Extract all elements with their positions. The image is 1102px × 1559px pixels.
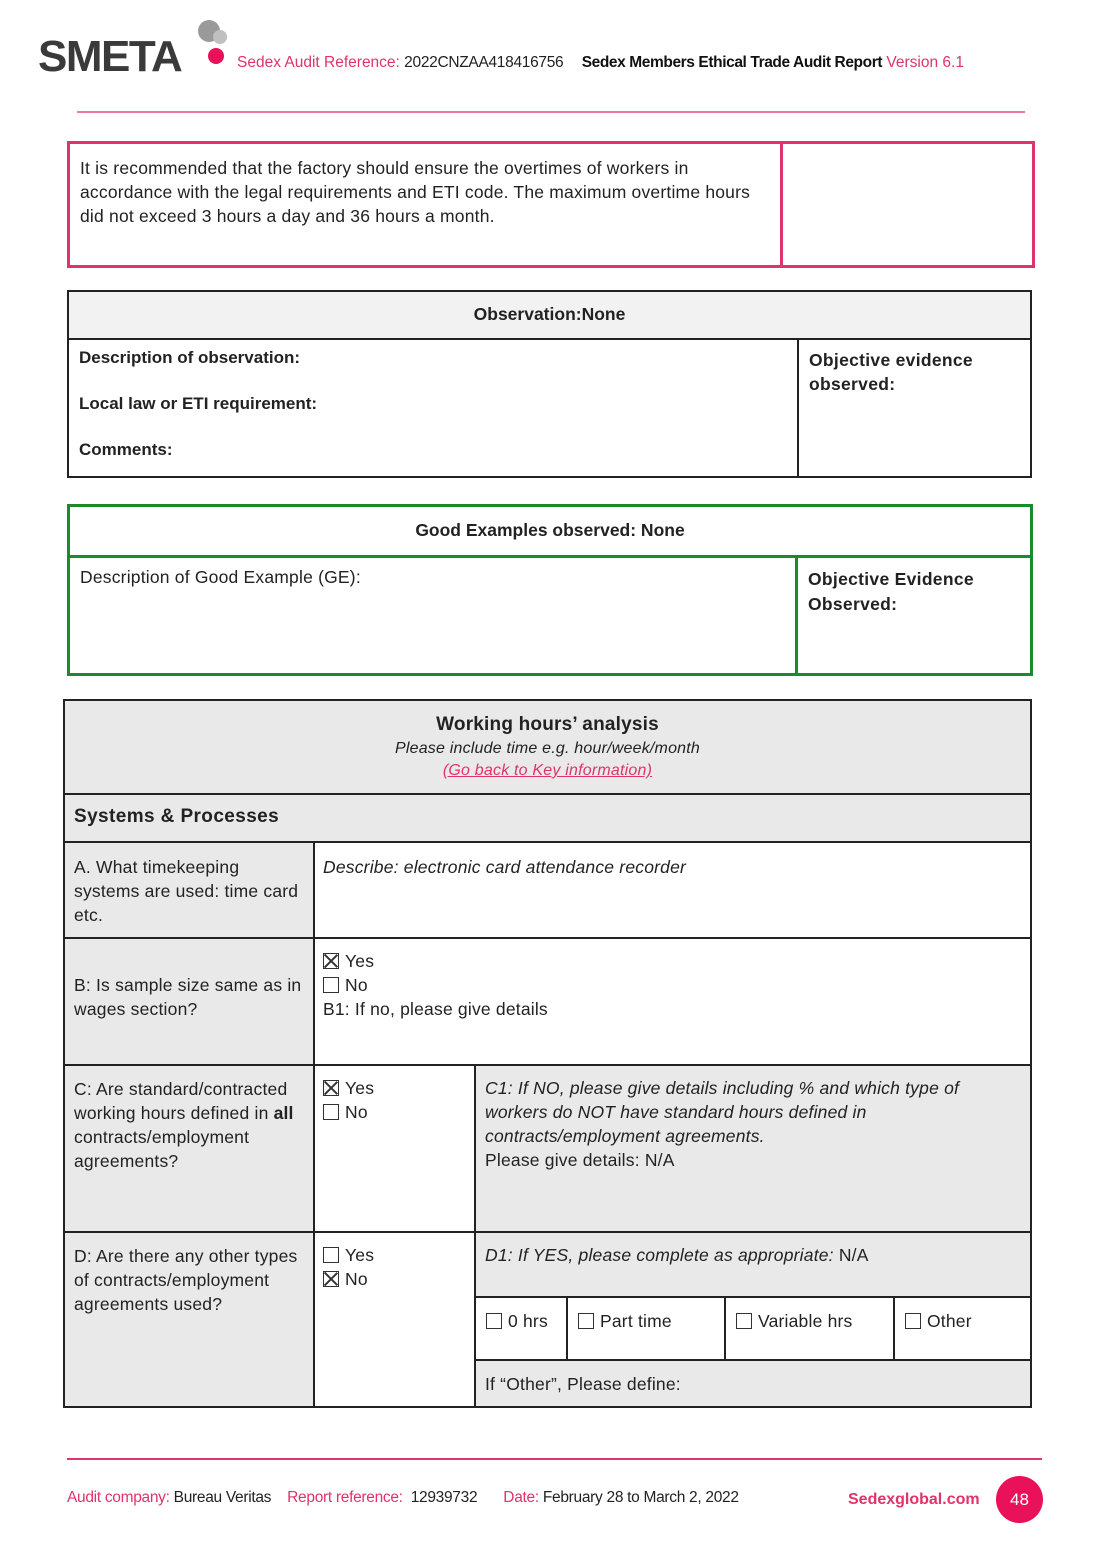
header-divider (77, 111, 1025, 113)
date-value: February 28 to March 2, 2022 (542, 1489, 739, 1506)
row-c-no-label: No (345, 1102, 368, 1122)
report-version: Version 6.1 (886, 54, 964, 71)
good-example-evidence-label: Objective Evidence Observed: (808, 569, 974, 614)
report-reference-label: Report reference: (287, 1489, 403, 1506)
report-reference-value: 12939732 (410, 1489, 478, 1506)
row-a-answer: Describe: electronic card attendance recorder (313, 841, 1030, 937)
good-example-description-label: Description of Good Example (GE): (70, 555, 798, 673)
option-0-hrs[interactable] (474, 1296, 566, 1359)
checkbox-icon[interactable] (736, 1313, 752, 1329)
row-c-no-option[interactable] (323, 1100, 466, 1124)
description-of-observation-label: Description of observation: (79, 348, 301, 367)
option-other-label: Other (927, 1311, 972, 1331)
audit-company-value: Bureau Veritas (173, 1489, 272, 1506)
logo-dot-pink (208, 48, 224, 64)
observation-details (69, 338, 799, 476)
row-b-detail: B1: If no, please give details (323, 999, 548, 1019)
row-b-no-option[interactable] (323, 973, 1022, 997)
row-b-yes-option[interactable] (323, 949, 1022, 973)
good-examples-box (67, 504, 1033, 676)
observation-evidence-label: Objective evidence observed: (809, 350, 973, 394)
header-line (237, 54, 964, 72)
option-part-time-label: Part time (600, 1311, 672, 1331)
row-c-question-bold: all (273, 1103, 294, 1123)
footer-divider (67, 1458, 1042, 1460)
option-0-hrs-label: 0 hrs (508, 1311, 548, 1331)
row-d-no-label: No (345, 1269, 368, 1289)
row-b-no-label: No (345, 975, 368, 995)
other-define-cell: If “Other”, Please define: (474, 1359, 1030, 1406)
row-d-question: D: Are there any other types of contracts/employment agreements used? (65, 1231, 313, 1406)
row-c-yes-option[interactable] (323, 1076, 466, 1100)
row-c-detail-cell (474, 1064, 1030, 1231)
sedex-site-link[interactable]: Sedexglobal.com (848, 1491, 980, 1508)
recommendation-text: It is recommended that the factory should ensure the overtimes of workers in accordance with the legal requirements and ETI code. The maximum overtime hours did not exceed 3 hours a day and 36 hours a month. (70, 144, 783, 265)
recommendation-box (67, 141, 1035, 268)
row-b-answer (313, 937, 1030, 1064)
row-d-no-option[interactable] (323, 1267, 466, 1291)
go-back-key-information-link[interactable]: (Go back to Key information) (442, 762, 653, 779)
checkbox-icon[interactable] (486, 1313, 502, 1329)
row-d-options (313, 1231, 474, 1406)
row-d-detail-value: N/A (838, 1245, 869, 1265)
row-c-detail-italic: C1: If NO, please give details including % and which type of workers do NOT have standard hours defined in contracts/employment agreements. (485, 1078, 960, 1146)
row-c-question-post: contracts/employment agreements? (74, 1127, 250, 1171)
observation-box (67, 290, 1032, 478)
audit-ref-value: 2022CNZAA418416756 (404, 54, 564, 71)
checkbox-icon[interactable] (578, 1313, 594, 1329)
checkbox-icon[interactable] (905, 1313, 921, 1329)
working-hours-header (65, 701, 1030, 793)
checkbox-icon[interactable] (323, 977, 339, 993)
row-d-detail-cell (474, 1231, 1030, 1296)
observation-title: Observation:None (69, 292, 1030, 340)
row-c-question (65, 1064, 313, 1231)
smeta-logo (38, 18, 238, 88)
checkbox-checked-icon[interactable] (323, 1080, 339, 1096)
option-part-time[interactable] (566, 1296, 724, 1359)
row-d-yes-label: Yes (345, 1245, 375, 1265)
row-d-yes-option[interactable] (323, 1243, 466, 1267)
row-c-detail: Please give details: N/A (485, 1150, 675, 1170)
audit-ref-label: Sedex Audit Reference: (237, 54, 400, 71)
comments-label: Comments: (79, 440, 173, 459)
working-hours-subtitle: Please include time e.g. hour/week/month (394, 740, 701, 757)
checkbox-icon[interactable] (323, 1247, 339, 1263)
option-variable-hrs-label: Variable hrs (758, 1311, 853, 1331)
working-hours-table (63, 699, 1032, 1408)
good-examples-title: Good Examples observed: None (70, 507, 1030, 558)
logo-dot-light (213, 30, 227, 44)
systems-processes-heading: Systems & Processes (65, 793, 1030, 841)
row-d-detail-italic: D1: If YES, please complete as appropriate: (485, 1245, 834, 1265)
option-other[interactable] (893, 1296, 1030, 1359)
checkbox-checked-icon[interactable] (323, 1271, 339, 1287)
row-b-question: B: Is sample size same as in wages section? (65, 937, 313, 1064)
page-number-badge: 48 (996, 1476, 1043, 1523)
option-variable-hrs[interactable] (724, 1296, 893, 1359)
local-law-label: Local law or ETI requirement: (79, 394, 318, 413)
row-b-yes-label: Yes (345, 951, 375, 971)
checkbox-checked-icon[interactable] (323, 953, 339, 969)
date-label: Date: (503, 1489, 539, 1506)
working-hours-title: Working hours’ analysis (436, 714, 659, 735)
row-a-question: A. What timekeeping systems are used: time card etc. (65, 841, 313, 937)
footer-info (67, 1489, 739, 1507)
row-c-question-pre: C: Are standard/contracted working hours defined in (74, 1079, 288, 1123)
row-c-yes-label: Yes (345, 1078, 375, 1098)
row-c-options (313, 1064, 474, 1231)
audit-company-label: Audit company: (67, 1489, 170, 1506)
checkbox-icon[interactable] (323, 1104, 339, 1120)
report-title: Sedex Members Ethical Trade Audit Report (581, 54, 883, 71)
logo-text: SMETA (38, 32, 182, 81)
